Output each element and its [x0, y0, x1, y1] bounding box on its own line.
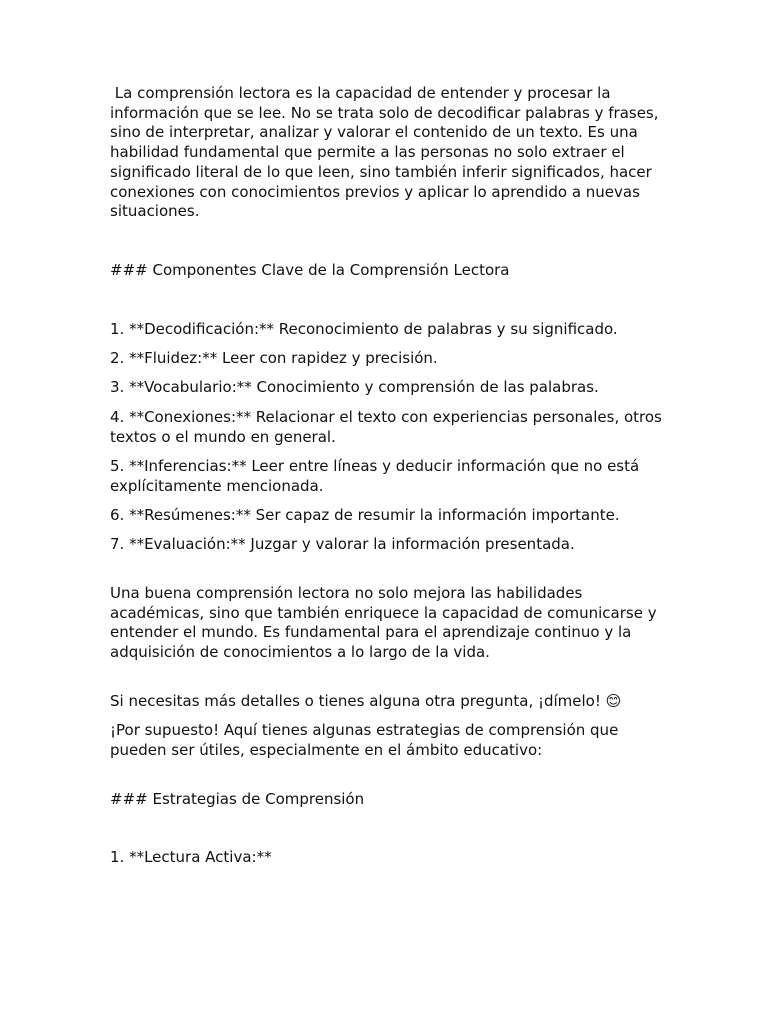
- list-item: 6. **Resúmenes:** Ser capaz de resumir la información importante.: [110, 505, 620, 524]
- list-item: 1. **Lectura Activa:**: [110, 848, 272, 867]
- list-item: 2. **Fluidez:** Leer con rapidez y precisión.: [110, 349, 438, 368]
- strategies-intro-paragraph: ¡Por supuesto! Aquí tienes algunas estrategias de comprensión que pueden ser útiles, especialmente en el ámbito educativo:: [110, 721, 624, 759]
- components-list: [110, 320, 670, 555]
- list-item: 1. **Decodificación:** Reconocimiento de palabras y su significado.: [110, 319, 618, 338]
- conclusion-paragraph: Una buena comprensión lectora no solo mejora las habilidades académicas, sino que también enriquece la capacidad de comunicarse y entender el mundo. Es fundamental para el aprendizaje continuo y la adquisición de conocimientos a lo largo de la vida.: [110, 584, 662, 662]
- heading-components: ### Componentes Clave de la Comprensión Lectora: [110, 260, 510, 279]
- list-item: 3. **Vocabulario:** Conocimiento y comprensión de las palabras.: [110, 378, 599, 397]
- followup-paragraph: Si necesitas más detalles o tienes alguna otra pregunta, ¡dímelo! 😊: [110, 691, 622, 710]
- intro-paragraph: La comprensión lectora es la capacidad de entender y procesar la información que se lee. No se trata solo de decodificar palabras y frases, sino de interpretar, analizar y valorar el contenido de un texto. Es una habilidad fundamental que permite a las personas no solo extraer el significado literal de lo que leen, sino también inferir significados, hacer conexiones con conocimientos previos y aplicar lo aprendido a nuevas situaciones.: [110, 84, 664, 221]
- list-item: 5. **Inferencias:** Leer entre líneas y deducir información que no está explícitamente mencionada.: [110, 456, 644, 495]
- list-item: 7. **Evaluación:** Juzgar y valorar la información presentada.: [110, 535, 575, 554]
- strategies-list: [110, 848, 670, 868]
- document-page: [110, 84, 670, 878]
- heading-strategies: ### Estrategias de Comprensión: [110, 789, 365, 808]
- list-item: 4. **Conexiones:** Relacionar el texto con experiencias personales, otros textos o el mundo en general.: [110, 407, 667, 446]
